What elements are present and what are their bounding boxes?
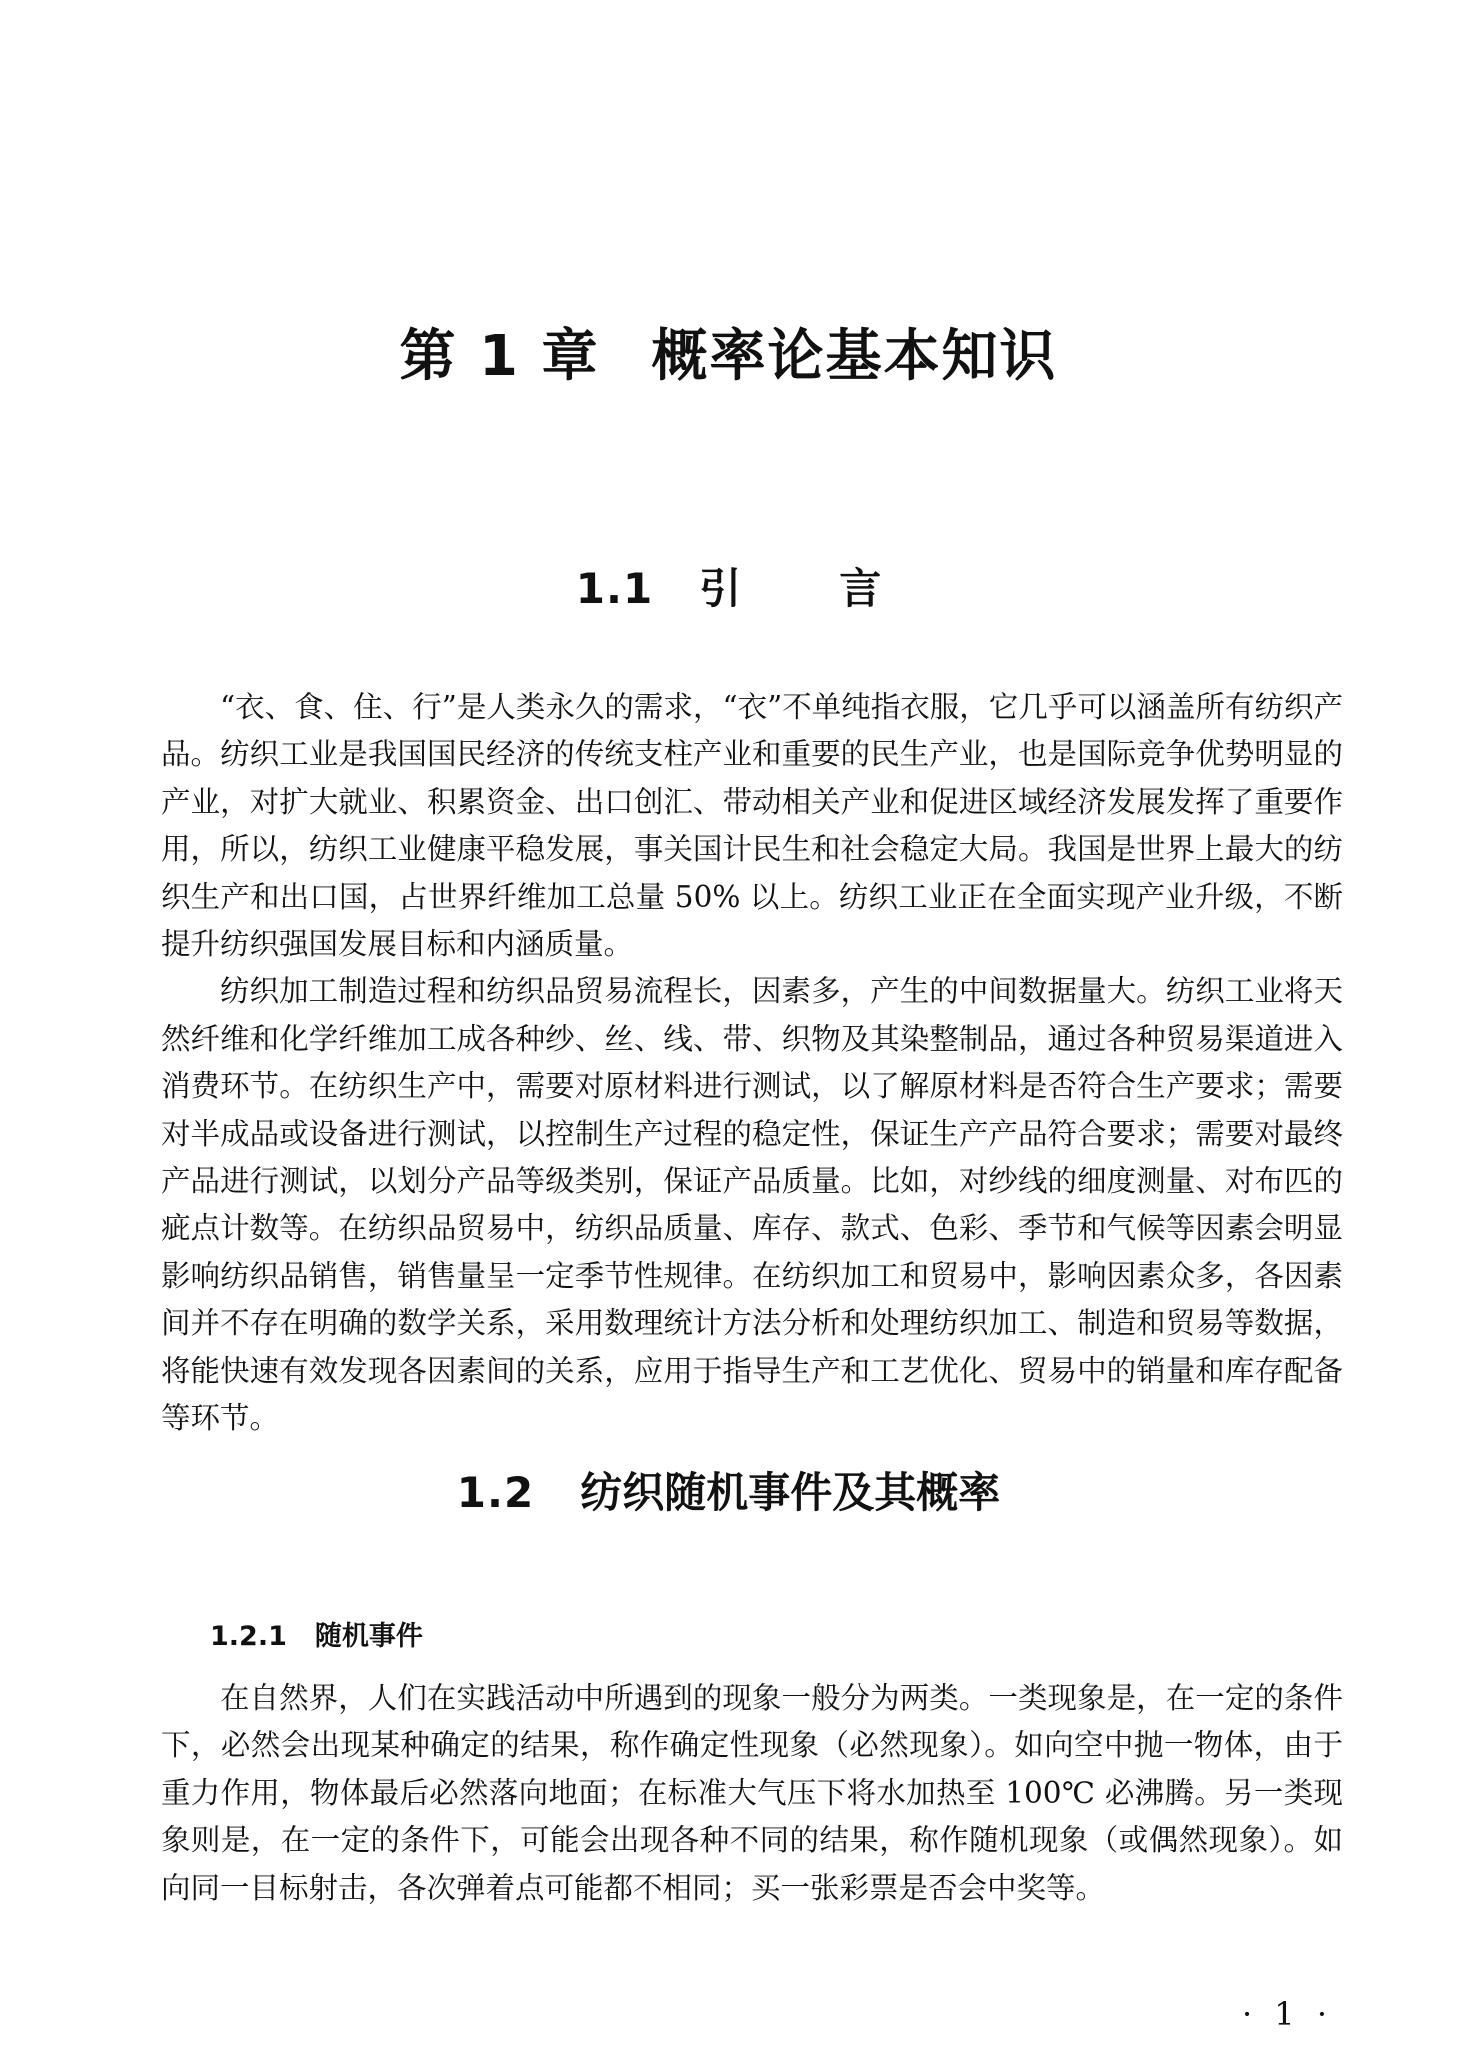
section-heading-1-2: [0, 1460, 1457, 1520]
section-title-text: 纺织随机事件及其概率: [580, 1468, 1001, 1517]
section-title-char-1: 引: [699, 564, 742, 613]
paragraph: “衣、食、住、行”是人类永久的需求，“衣”不单纯指衣服，它几乎可以涵盖所有纺织产品。纺织工业是我国国民经济的传统支柱产业和重要的民生产业，也是国际竞争优势明显的产业，对扩大就业、积累资金、出口创汇、带动相关产业和促进区域经济发展发挥了重要作用，所以，纺织工业健康平稳发展，事关国计民生和社会稳定大局。我国是世界上最大的纺织生产和出口国，占世界纤维加工总量 50% 以上。纺织工业正在全面实现产业升级，不断提升纺织强国发展目标和内涵质量。: [161, 690, 1343, 962]
section-heading-1-1: [0, 556, 1457, 616]
subsection-title-text: 随机事件: [314, 1621, 423, 1652]
section-number: 1.2: [456, 1468, 535, 1517]
subsection-1-2-1-body: [161, 1675, 1343, 1912]
paragraph: 纺织加工制造过程和纺织品贸易流程长，因素多，产生的中间数据量大。纺织工业将天然纤维和化学纤维加工成各种纱、丝、线、带、织物及其染整制品，通过各种贸易渠道进入消费环节。在纺织生产中，需要对原材料进行测试，以了解原材料是否符合生产要求；需要对半成品或设备进行测试，以控制生产过程的稳定性，保证生产产品符合要求；需要对最终产品进行测试，以划分产品等级类别，保证产品质量。比如，对纱线的细度测量、对布匹的疵点计数等。在纺织品贸易中，纺织品质量、库存、款式、色彩、季节和气候等因素会明显影响纺织品销售，销售量呈一定季节性规律。在纺织加工和贸易中，影响因素众多，各因素间并不存在明确的数学关系，采用数理统计方法分析和处理纺织加工、制造和贸易等数据，将能快速有效发现各因素间的关系，应用于指导生产和工艺优化、贸易中的销量和库存配备等环节。: [161, 974, 1343, 1436]
subsection-number: 1.2.1: [210, 1621, 287, 1652]
page-number: · 1 ·: [1241, 1995, 1333, 2033]
chapter-name: 概率论基本知识: [651, 324, 1058, 389]
section-number: 1.1: [575, 564, 654, 613]
section-title-char-2: 言: [839, 564, 882, 613]
section-1-1-body: [161, 684, 1343, 1443]
chapter-title: [0, 312, 1457, 392]
subsection-heading-1-2-1: [210, 1614, 423, 1653]
paragraph: 在自然界，人们在实践活动中所遇到的现象一般分为两类。一类现象是，在一定的条件下，必然会出现某种确定的结果，称作确定性现象（必然现象）。如向空中抛一物体，由于重力作用，物体最后必然落向地面；在标准大气压下将水加热至 100℃ 必沸腾。另一类现象则是，在一定的条件下，可能会出现各种不同的结果，称作随机现象（或偶然现象）。如向同一目标射击，各次弹着点可能都不相同；买一张彩票是否会中奖等。: [161, 1681, 1343, 1905]
chapter-number: 第 1 章: [399, 324, 600, 389]
